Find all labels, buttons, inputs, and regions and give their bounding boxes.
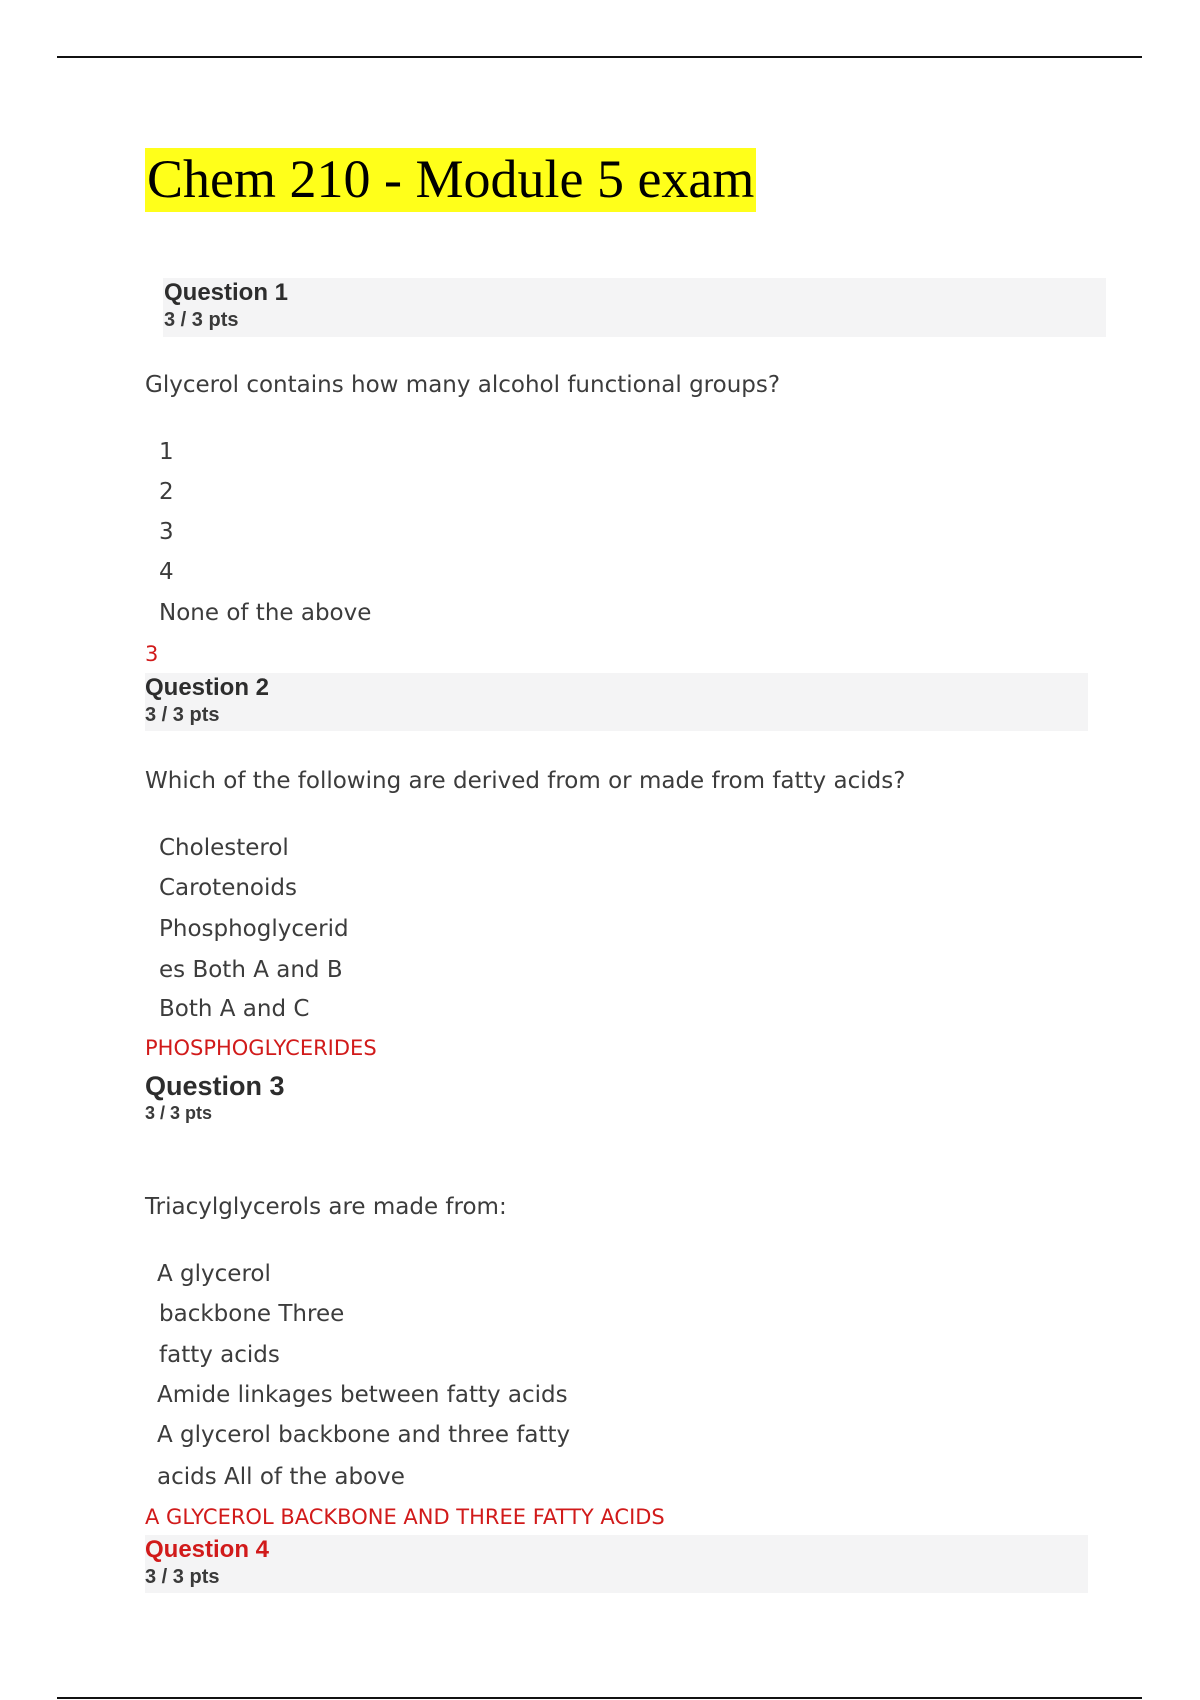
document-title: Chem 210 - Module 5 exam [145, 148, 756, 212]
answer-option: fatty acids [159, 1342, 280, 1368]
question-points: 3 / 3 pts [164, 309, 239, 331]
answer-option: acids All of the above [157, 1464, 405, 1490]
answer-option: A glycerol [157, 1261, 271, 1287]
answer-option: Phosphoglycerid [159, 916, 349, 942]
question-points: 3 / 3 pts [145, 1103, 213, 1123]
top-rule [57, 56, 1142, 58]
bottom-rule [57, 1697, 1142, 1699]
correct-answer: 3 [145, 642, 159, 666]
question-title: Question 2 [145, 674, 270, 701]
correct-answer: A GLYCEROL BACKBONE AND THREE FATTY ACIDS [145, 1505, 665, 1529]
question-4-header [145, 1535, 1088, 1593]
answer-option: Carotenoids [159, 875, 297, 901]
correct-answer: PHOSPHOGLYCERIDES [145, 1036, 377, 1060]
question-3-header [145, 1070, 1088, 1130]
question-2-header [145, 673, 1088, 731]
answer-option: backbone Three [159, 1301, 345, 1327]
question-title: Question 4 [145, 1536, 270, 1563]
answer-option: 3 [159, 519, 174, 545]
question-prompt: Glycerol contains how many alcohol functional groups? [145, 372, 781, 398]
answer-option: None of the above [159, 600, 372, 626]
answer-option: 1 [159, 439, 174, 465]
question-points: 3 / 3 pts [145, 1566, 220, 1588]
question-points: 3 / 3 pts [145, 704, 220, 726]
answer-option: Cholesterol [159, 835, 289, 861]
question-title: Question 1 [164, 279, 289, 306]
answer-option: Amide linkages between fatty acids [157, 1382, 568, 1408]
question-title: Question 3 [145, 1071, 285, 1101]
answer-option: Both A and C [159, 996, 310, 1022]
question-prompt: Triacylglycerols are made from: [145, 1194, 507, 1220]
answer-option: A glycerol backbone and three fatty [157, 1422, 571, 1448]
question-1-header [163, 278, 1106, 337]
question-prompt: Which of the following are derived from or made from fatty acids? [145, 768, 906, 794]
answer-option: es Both A and B [159, 957, 343, 983]
answer-option: 4 [159, 559, 174, 585]
answer-option: 2 [159, 479, 174, 505]
